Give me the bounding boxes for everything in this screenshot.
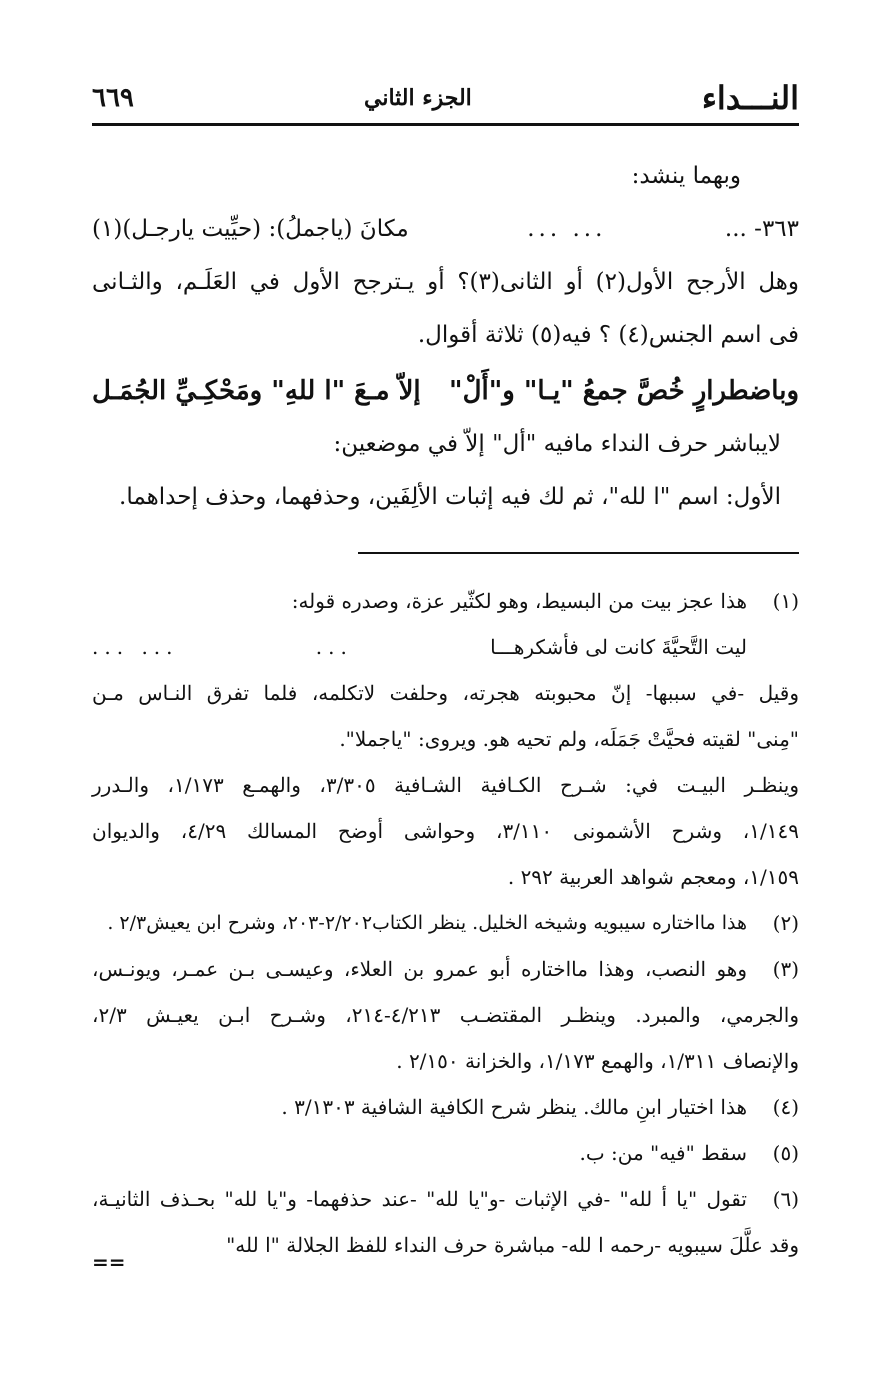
footnote-number: (٢) bbox=[772, 911, 799, 935]
footnote-1-continued bbox=[92, 670, 799, 900]
footnote-line: هذا عجز بيت من البسيط، وهو لكثّير عزة، وصدره قوله: bbox=[291, 589, 747, 613]
footnote-line: وقيل -في سببها- إنّ محبوبته هجرته، وحلفت لاتكلمه، فلما تفرق النـاس مـن bbox=[92, 681, 799, 705]
alfiya-verse bbox=[92, 364, 799, 418]
header-rule bbox=[92, 123, 799, 126]
footnote-line: والجرمي، والمبرد. وينظـر المقتضـب ٤/٢١٣-٢١٤، وشـرح ابـن يعيـش ٢/٣، bbox=[92, 1003, 799, 1027]
footnote-3 bbox=[92, 946, 799, 992]
continuation-mark: == bbox=[92, 1250, 126, 1274]
footnote-number: (٣) bbox=[772, 957, 799, 981]
footnote-verse bbox=[92, 624, 747, 670]
verse-363-text: مكانَ (ياجملُ): (حيِّيت يارجـل)(١) bbox=[92, 216, 409, 242]
verse-363-dots: ... ... bbox=[527, 216, 607, 242]
footnote-verse-dots-a: ... bbox=[315, 635, 353, 659]
footnote-line: وقد علَّلَ سيبويه -رحمه ا لله- مباشرة حرف النداء للفظ الجلالة "ا لله" bbox=[226, 1233, 799, 1257]
intro-line: وبهما ينشد: bbox=[631, 163, 741, 189]
footnote-6-continued bbox=[92, 1222, 799, 1268]
footnote-line: ١/١٤٩، وشرح الأشمونى ٣/١١٠، وحواشى أوضح المسالك ٤/٢٩، والديوان bbox=[92, 819, 799, 843]
volume-label: الجزء الثاني bbox=[363, 85, 472, 111]
footnote-4 bbox=[92, 1084, 799, 1130]
explanation-line-2: الأول: اسم "ا لله"، ثم لك فيه إثبات الألِفَين، وحذفهما، وحذف إحداهما. bbox=[119, 484, 781, 510]
footnote-line: وهو النصب، وهذا مااختاره أبو عمرو بن العلاء، وعيسـى بـن عمـر، ويونـس، bbox=[92, 957, 747, 981]
footnotes bbox=[92, 578, 799, 1268]
footnote-number: (١) bbox=[772, 589, 799, 613]
page-number: ٦٦٩ bbox=[92, 83, 134, 113]
footnote-number: (٤) bbox=[772, 1095, 799, 1119]
footnote-line: هذا مااختاره سيبويه وشيخه الخليل. ينظر الكتاب٢/٢٠٢-٢٠٣، وشرح ابن يعيش٢/٣ . bbox=[107, 912, 747, 934]
footnote-6 bbox=[92, 1176, 799, 1222]
footnote-line: هذا اختيار ابنِ مالك. ينظر شرح الكافية الشافية ٣/١٣٠٣ . bbox=[281, 1095, 747, 1119]
page-header bbox=[92, 78, 799, 118]
main-text bbox=[92, 150, 799, 524]
footnote-verse-text: ليت التَّحيَّةَ كانت لى فأشكرهـــا bbox=[490, 635, 747, 659]
footnote-2 bbox=[92, 900, 799, 946]
alfiya-hemistich-right: وباضطرارٍ خُصَّ جمعُ "يـا" و"أَلْ" bbox=[449, 376, 799, 406]
explanation-line-1: لايباشر حرف النداء مافيه "أل" إلاّ في موضعين: bbox=[333, 431, 781, 457]
alfiya-hemistich-left: إلاّ مـعَ "ا للهِ" ومَحْكِـيِّ الجُمَـل bbox=[92, 376, 421, 406]
footnote-line: "مِنى" لقيته فحيَّتْ جَمَلَه، ولم تحيه هو. ويروى: "ياجملا". bbox=[339, 727, 799, 751]
footnote-line: ١/١٥٩، ومعجم شواهد العربية ٢٩٢ . bbox=[507, 865, 799, 889]
footnote-line: وينظـر البيـت في: شـرح الكـافية الشـافية ٣/٣٠٥، والهمـع ١/١٧٣، والـدرر bbox=[92, 773, 800, 797]
footnote-rule bbox=[358, 552, 799, 554]
paragraph-line-2: فى اسم الجنس(٤) ؟ فيه(٥) ثلاثة أقوال. bbox=[417, 322, 799, 348]
verse-363 bbox=[92, 203, 799, 256]
chapter-title: النـــداء bbox=[701, 79, 799, 117]
footnote-verse-dots-b: ... ... bbox=[92, 635, 179, 659]
paragraph-line-1: وهل الأرجح الأول(٢) أو الثانى(٣)؟ أو يـترجح الأول في العَلَـم، والثـانى bbox=[92, 269, 799, 295]
footnote-3-continued bbox=[92, 992, 799, 1084]
footnote-line: والإنصاف ١/٣١١، والهمع ١/١٧٣، والخزانة ٢/١٥٠ . bbox=[396, 1049, 799, 1073]
footnote-number: (٥) bbox=[772, 1141, 799, 1165]
verse-363-number: ٣٦٣- ... bbox=[724, 216, 799, 242]
footnote-1 bbox=[92, 578, 799, 670]
footnote-5 bbox=[92, 1130, 799, 1176]
footnote-line: سقط "فيه" من: ب. bbox=[579, 1141, 747, 1165]
footnote-line: تقول "يا أ لله" -في الإثبات -و"يا لله" -عند حذفهما- و"يا لله" بحـذف الثانيـة، bbox=[92, 1187, 747, 1211]
footnote-number: (٦) bbox=[772, 1187, 799, 1211]
